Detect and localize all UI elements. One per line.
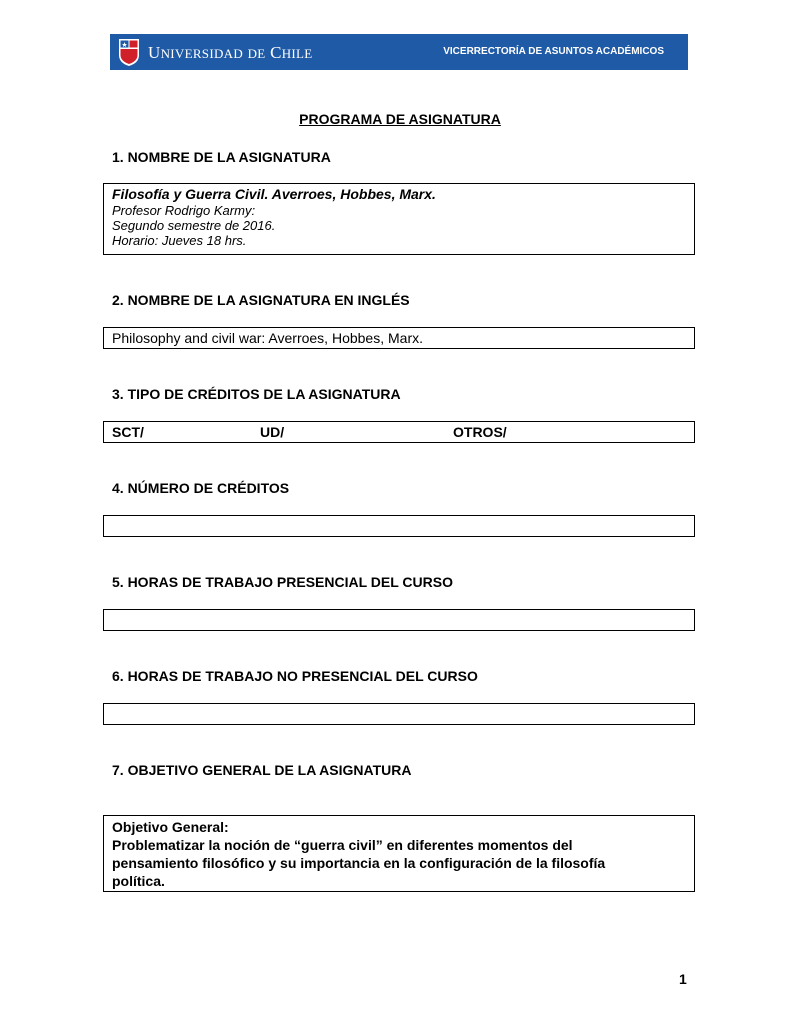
vicerrectoria-label: VICERRECTORÍA DE ASUNTOS ACADÉMICOS — [443, 46, 664, 57]
sct-label: SCT/ — [112, 424, 144, 440]
english-name-box — [103, 327, 695, 349]
professor: Profesor Rodrigo Karmy: — [112, 203, 256, 218]
objective-line-1: Problematizar la noción de “guerra civil” en diferentes momentos del — [112, 837, 573, 853]
semester: Segundo semestre de 2016. — [112, 218, 276, 233]
section-1-heading: 1. NOMBRE DE LA ASIGNATURA — [112, 149, 331, 165]
page-number: 1 — [679, 971, 687, 987]
schedule: Horario: Jueves 18 hrs. — [112, 233, 247, 248]
section-7-heading: 7. OBJETIVO GENERAL DE LA ASIGNATURA — [112, 762, 412, 778]
section-6-heading: 6. HORAS DE TRABAJO NO PRESENCIAL DEL CURSO — [112, 668, 478, 684]
document-title: PROGRAMA DE ASIGNATURA — [299, 111, 501, 127]
ud-label: UD/ — [260, 424, 285, 440]
section-4-heading: 4. NÚMERO DE CRÉDITOS — [112, 480, 290, 496]
presential-hours-box — [103, 609, 695, 631]
header-banner — [110, 34, 688, 70]
course-name: Filosofía y Guerra Civil. Averroes, Hobbes, Marx. — [112, 186, 436, 202]
objective-line-3: política. — [112, 873, 165, 889]
english-course-name: Philosophy and civil war: Averroes, Hobbes, Marx. — [112, 330, 423, 346]
university-name: UNIVERSIDAD DE CHILE — [148, 43, 313, 62]
credit-type-box — [103, 421, 695, 443]
section-2-heading: 2. NOMBRE DE LA ASIGNATURA EN INGLÉS — [112, 292, 410, 308]
objective-label: Objetivo General: — [112, 819, 229, 835]
section-5-heading: 5. HORAS DE TRABAJO PRESENCIAL DEL CURSO — [112, 574, 453, 590]
university-crest-icon — [118, 37, 140, 67]
general-objective-box — [103, 815, 695, 892]
otros-label: OTROS/ — [453, 424, 507, 440]
course-name-box — [103, 183, 695, 255]
objective-line-2: pensamiento filosófico y su importancia en la configuración de la filosofía — [112, 855, 606, 871]
credits-number-box — [103, 515, 695, 537]
non-presential-hours-box — [103, 703, 695, 725]
section-3-heading: 3. TIPO DE CRÉDITOS DE LA ASIGNATURA — [112, 386, 401, 402]
